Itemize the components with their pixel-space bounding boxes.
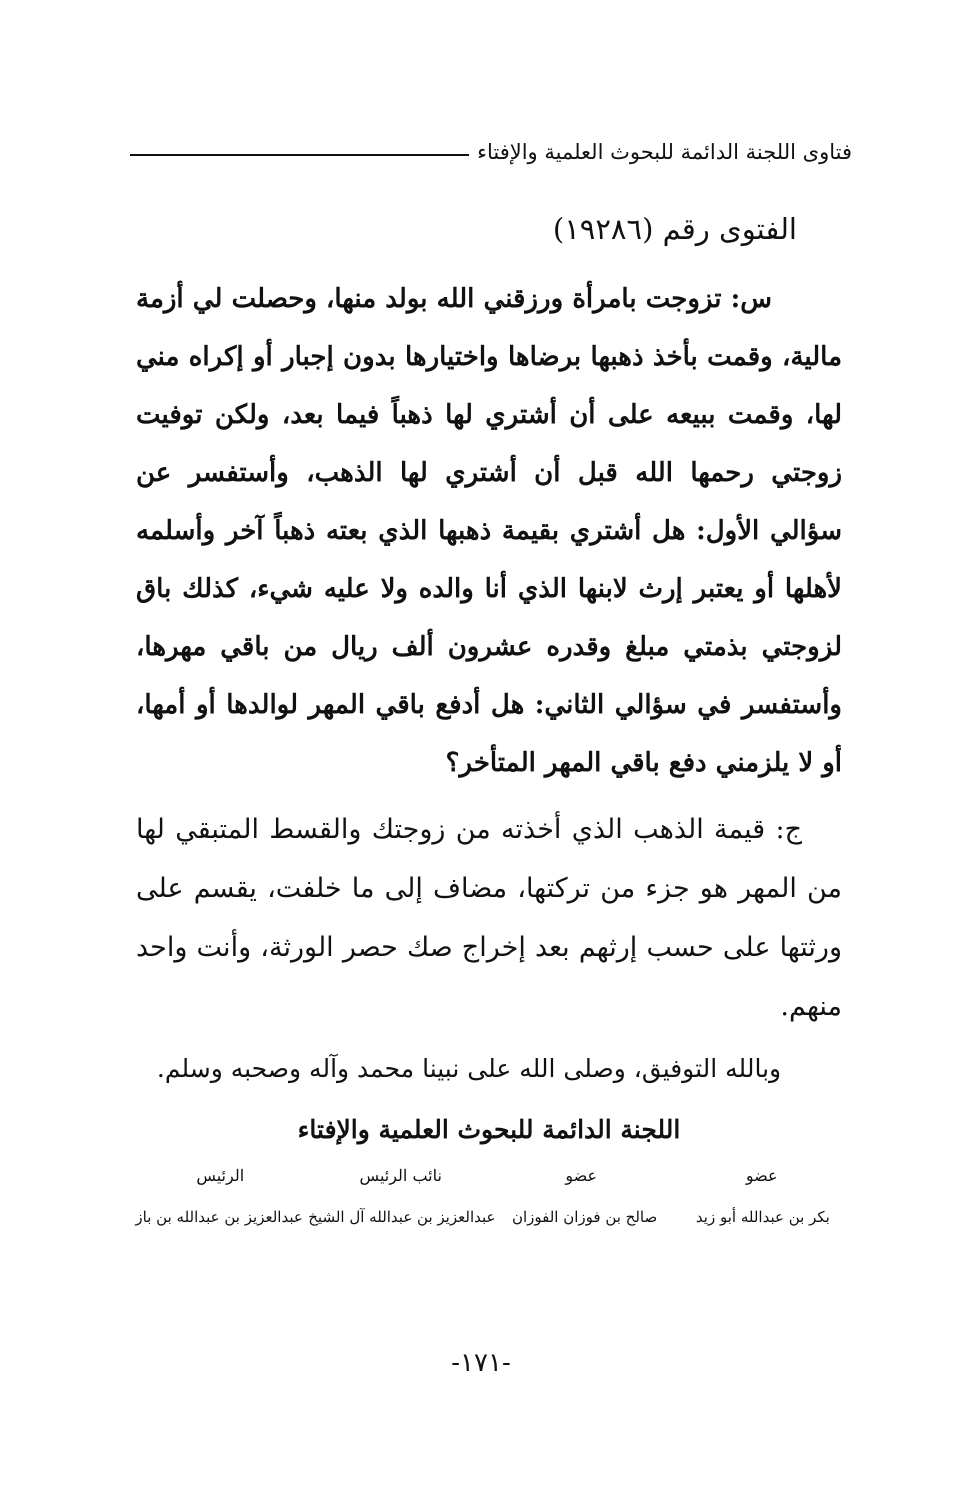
signatory-name: صالح بن فوزان الفوزان <box>511 1208 658 1226</box>
answer-paragraph: ج: قيمة الذهب الذي أخذته من زوجتك والقسط المتبقي لها من المهر هو جزء من تركتها، مضاف إلى ما خلفت، يقسم على ورثتها على حسب إرثهم بعد إخراج صك حصر الورثة، وأنت واحد منهم. <box>136 814 842 1022</box>
running-header <box>130 132 852 172</box>
signatory-roles <box>130 1166 852 1185</box>
signatory-role: عضو <box>745 1166 778 1185</box>
signatory-name: عبدالعزيز بن عبدالله آل الشيخ <box>308 1208 496 1226</box>
committee-name: اللجنة الدائمة للبحوث العلمية والإفتاء <box>297 1115 681 1144</box>
question-paragraph: س: تزوجت بامرأة ورزقني الله بولد منها، وحصلت لي أزمة مالية، وقمت بأخذ ذهبها برضاها واختيارها بدون إجبار أو إكراه مني لها، وقمت ببيعه على أن أشتري لها ذهباً فيما بعد، ولكن توفيت زوجتي رحمها الله قبل أن أشتري لها الذهب، وأستفسر عن سؤالي الأول: هل أشتري بقيمة ذهبها الذي بعته ذهباً آخر وأسلمه لأهلها أو يعتبر إرث لابنها الذي أنا والده ولا عليه شيء، كذلك باق لزوجتي بذمتي مبلغ وقدره عشرون ألف ريال من باقي مهرها، وأستفسر في سؤالي الثاني: هل أدفع باقي المهر لوالدها أو أمها، أو لا يلزمني دفع باقي المهر المتأخر؟ <box>136 284 842 778</box>
signatory-role: عضو <box>565 1166 598 1185</box>
signatory-role: نائب الرئيس <box>359 1166 442 1185</box>
signatory-names <box>130 1208 852 1226</box>
signatory-role: الرئيس <box>196 1166 245 1185</box>
header-rule <box>130 154 469 156</box>
signatory-name: عبدالعزيز بن عبدالله بن باز <box>135 1208 303 1226</box>
header-title: فتاوى اللجنة الدائمة للبحوث العلمية والإفتاء <box>477 140 852 164</box>
page-number: -١٧١- <box>451 1348 511 1378</box>
closing-line: وبالله التوفيق، وصلى الله على نبينا محمد وآله وصحبه وسلم. <box>156 1054 782 1083</box>
signatory-name: بكر بن عبدالله أبو زيد <box>695 1208 830 1226</box>
fatwa-number: الفتوى رقم (١٩٢٨٦) <box>552 212 797 246</box>
